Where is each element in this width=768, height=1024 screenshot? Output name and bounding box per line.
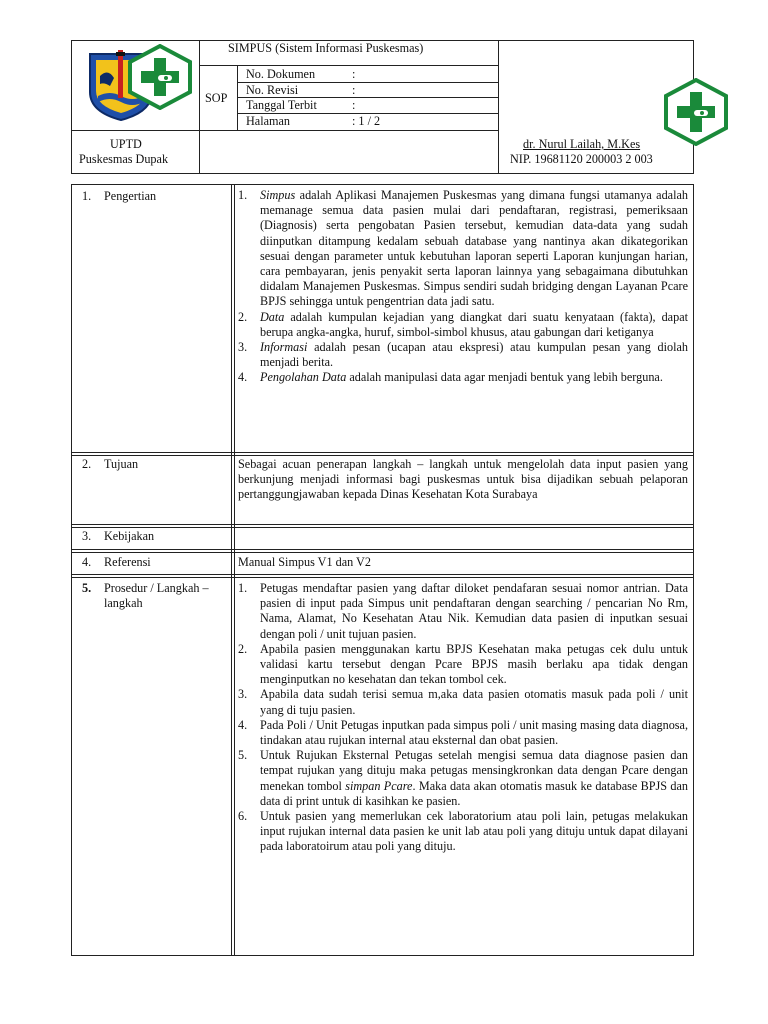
list-item: 4. Pengolahan Data adalah manipulasi data agar menjadi bentuk yang lebih berguna.: [238, 370, 663, 385]
section-label-pengertian: Pengertian: [104, 189, 157, 203]
list-item: 5. Untuk Rujukan Eksternal Petugas setelah mengisi semua data diagnose pasien dan tempat rujukan yang dituju maka petugas mensingkronkan data dengan Pcare dengan menekan tombol simpan Pcare. Maka data akan otomatis masuk ke database BPJS dan data di print untuk di kasihkan ke pasien.: [238, 748, 688, 808]
document-title: SIMPUS (Sistem Informasi Puskesmas): [228, 41, 424, 55]
section-number-pengertian: 1.: [82, 189, 92, 203]
field-label-no-revisi: No. Revisi: [246, 83, 299, 97]
list-item: 1. Petugas mendaftar pasien yang daftar diloket pendafaran sesuai nomor antrian. Data pasien di input pada Simpus unit pendaftaran dengan searching / pencarian No Rm, Nama, Alamat, No Kesehatan Atau Nik. Kemudian data pasien di inputkan sesuai dengan poli / unit tujuan pasien.: [238, 581, 688, 641]
puskesmas-cross-icon: [126, 44, 194, 110]
puskesmas-logo-right: [662, 78, 730, 150]
section-label-referensi: Referensi: [104, 555, 151, 569]
referensi-text: Manual Simpus V1 dan V2: [238, 555, 371, 569]
signer-nip: NIP. 19681120 200003 2 003: [510, 152, 653, 166]
field-value-no-dokumen: :: [352, 67, 356, 81]
puskesmas-logo-left: [126, 44, 194, 114]
tujuan-text: Sebagai acuan penerapan langkah – langkah untuk mengelolah data input pasien yang berkunjung menjadi informasi bagi puskesmas untuk bisa dijadikan sebuah pelaporan pertanggungjawaban kepada Dinas Kesehatan Kota Surabaya: [238, 457, 688, 502]
section-label-tujuan: Tujuan: [104, 457, 139, 471]
field-label-halaman: Halaman: [246, 114, 290, 128]
field-label-tanggal-terbit: Tanggal Terbit: [246, 98, 317, 112]
section-number-prosedur: 5.: [82, 581, 92, 595]
list-item: 3. Informasi adalah pesan (ucapan atau ekspresi) atau kumpulan pesan yang diolah menjadi berita.: [238, 340, 688, 370]
sop-label: SOP: [205, 91, 228, 105]
list-item: 6. Untuk pasien yang memerlukan cek laboratorium atau poli lain, petugas melakukan input rujukan internal data pasien ke unit lab atau poli yang dituju untuk dapat dilayani pada laboratoirum atau poli yang dituju.: [238, 809, 688, 854]
list-item: 1. Simpus adalah Aplikasi Manajemen Puskesmas yang dimana fungsi utamanya adalah memanage semua data pasien mulai dari pendaftaran, registrasi, pemeriksaan (Diagnosis) serta pengobatan Pasien tersebut, kemudian data-data yang sudah diinputkan ditampung kedalam sebuah database yang nantinya akan dikategorikan sesuai dengan parameter untuk kebutuhan laporan seperti Laporan kunjungan harian, cara pembayaran, jenis penyakit serta laporan lainnya yang sebagaimana dibutuhkan didalam Manajemen Puskesmas. Simpus sendiri sudah bridging dengan Layanan Pcare BPJS sehingga untuk pengentrian data jadi satu.: [238, 188, 688, 309]
section-number-referensi: 4.: [82, 555, 92, 569]
section-number-kebijakan: 3.: [82, 529, 92, 543]
prosedur-list: [238, 581, 688, 855]
section-label-prosedur: Prosedur / Langkah – langkah: [104, 581, 209, 611]
unit-line-2: Puskesmas Dupak: [79, 152, 169, 166]
list-item: 2. Data adalah kumpulan kejadian yang diangkat dari suatu kenyataan (fakta), dapat berupa angka-angka, huruf, simbol-simbol khusus, atau gabungan dari ketiganya: [238, 309, 688, 339]
field-label-no-dokumen: No. Dokumen: [246, 67, 316, 81]
list-item: 4. Pada Poli / Unit Petugas inputkan pada simpus poli / unit masing masing data diagnosa, tindakan atau rujukan internal atau eksternal dan obat pasien.: [238, 717, 688, 748]
list-item: 3. Apabila data sudah terisi semua m,aka data pasien otomatis masuk pada poli / unit yang di tuju pasien.: [238, 687, 688, 717]
signer-name: dr. Nurul Lailah, M.Kes: [523, 137, 641, 151]
section-label-kebijakan: Kebijakan: [104, 529, 155, 543]
field-value-tanggal-terbit: :: [352, 98, 356, 112]
section-number-tujuan: 2.: [82, 457, 92, 471]
pengertian-list: [238, 188, 688, 386]
list-item: 2. Apabila pasien menggunakan kartu BPJS Kesehatan maka petugas cek dulu untuk validasi kartu tersebut dengan Pcare BPJS masih berlaku apa tidak dengan menginputkan no kesehatan dan tekan tombol cek.: [238, 641, 688, 687]
field-value-no-revisi: :: [352, 83, 356, 97]
puskesmas-cross-icon: [662, 78, 730, 146]
unit-line-1: UPTD: [110, 137, 142, 151]
field-value-halaman: : 1 / 2: [352, 114, 381, 128]
